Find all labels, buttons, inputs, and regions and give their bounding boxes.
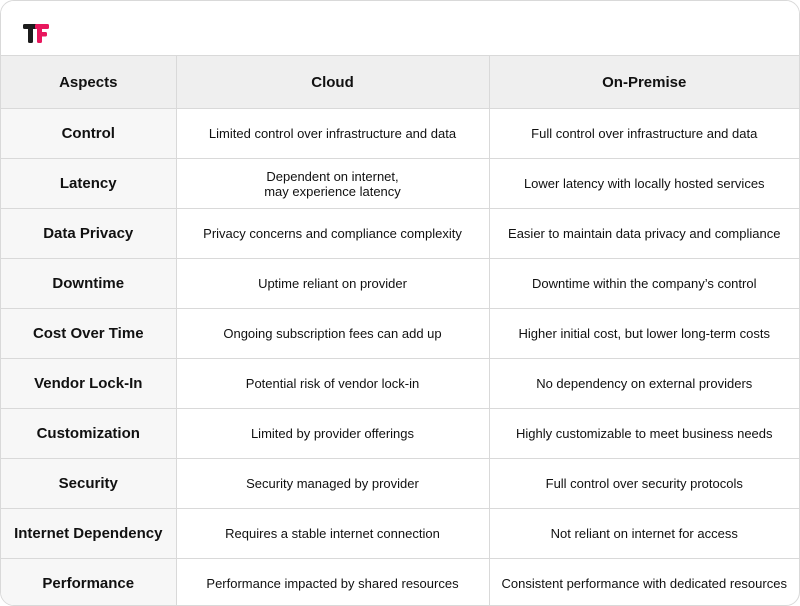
cloud-cell: Security managed by provider [176, 459, 489, 509]
cloud-cell: Performance impacted by shared resources [176, 559, 489, 606]
cloud-cell: Uptime reliant on provider [176, 259, 489, 309]
table-row [1, 309, 799, 359]
aspect-cell: Security [1, 459, 176, 509]
on-premise-cell: No dependency on external providers [489, 359, 799, 409]
table-row [1, 559, 799, 606]
table-row [1, 109, 799, 159]
cloud-cell: Limited control over infrastructure and data [176, 109, 489, 159]
cloud-cell: Limited by provider offerings [176, 409, 489, 459]
aspect-cell: Data Privacy [1, 209, 176, 259]
on-premise-cell: Full control over infrastructure and data [489, 109, 799, 159]
comparison-table [1, 55, 799, 606]
aspect-cell: Control [1, 109, 176, 159]
on-premise-cell: Lower latency with locally hosted services [489, 159, 799, 209]
header-cloud: Cloud [176, 56, 489, 109]
table-header-row [1, 56, 799, 109]
logo-bar [1, 1, 799, 55]
aspect-cell: Internet Dependency [1, 509, 176, 559]
cloud-cell: Ongoing subscription fees can add up [176, 309, 489, 359]
aspect-cell: Latency [1, 159, 176, 209]
header-on-premise: On-Premise [489, 56, 799, 109]
table-row [1, 409, 799, 459]
table-row [1, 509, 799, 559]
cloud-cell: Privacy concerns and compliance complexity [176, 209, 489, 259]
aspect-cell: Cost Over Time [1, 309, 176, 359]
aspect-cell: Performance [1, 559, 176, 606]
cloud-cell: Dependent on internet, may experience latency [176, 159, 489, 209]
tf-logo-icon [23, 24, 51, 44]
on-premise-cell: Highly customizable to meet business needs [489, 409, 799, 459]
table-row [1, 209, 799, 259]
on-premise-cell: Full control over security protocols [489, 459, 799, 509]
on-premise-cell: Not reliant on internet for access [489, 509, 799, 559]
header-aspects: Aspects [1, 56, 176, 109]
table-row [1, 359, 799, 409]
table-row [1, 459, 799, 509]
on-premise-cell: Easier to maintain data privacy and compliance [489, 209, 799, 259]
cloud-cell: Potential risk of vendor lock-in [176, 359, 489, 409]
cloud-cell: Requires a stable internet connection [176, 509, 489, 559]
on-premise-cell: Consistent performance with dedicated resources [489, 559, 799, 606]
aspect-cell: Customization [1, 409, 176, 459]
aspect-cell: Downtime [1, 259, 176, 309]
table-row [1, 159, 799, 209]
aspect-cell: Vendor Lock-In [1, 359, 176, 409]
on-premise-cell: Higher initial cost, but lower long-term costs [489, 309, 799, 359]
table-row [1, 259, 799, 309]
on-premise-cell: Downtime within the company’s control [489, 259, 799, 309]
